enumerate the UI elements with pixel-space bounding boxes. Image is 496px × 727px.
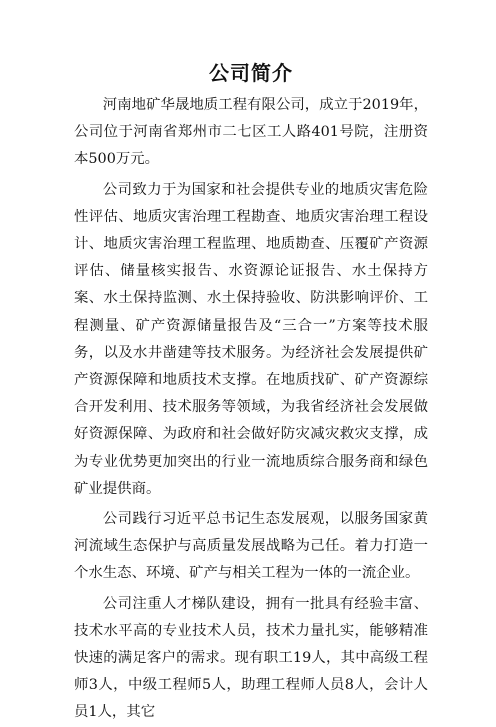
paragraph-personnel: 公司注重人才梯队建设，拥有一批具有经验丰富、技术水平高的专业技术人员，技术力量扎实，能够精准快速的满足客户的需求。现有职工19人，其中高级工程师3人，中级工程师5人，助理工程师人员8人，会计人员1人，其它 bbox=[74, 595, 428, 721]
document-title: 公司简介 bbox=[209, 61, 293, 85]
paragraph-company-basics: 河南地矿华晟地质工程有限公司，成立于2019年，公司位于河南省郑州市二七区工人路401号院，注册资本500万元。 bbox=[74, 97, 428, 168]
paragraph-philosophy: 公司践行习近平总书记生态发展观，以服务国家黄河流域生态保护与高质量发展战略为己任。着力打造一个水生态、环境、矿产与相关工程为一体的一流企业。 bbox=[74, 511, 428, 582]
paragraph-services: 公司致力于为国家和社会提供专业的地质灾害危险性评估、地质灾害治理工程勘查、地质灾害治理工程设计、地质灾害治理工程监理、地质勘查、压覆矿产资源评估、储量核实报告、水资源论证报告、水土保持方案、水土保持监测、水土保持验收、防洪影响评价、工程测量、矿产资源储量报告及“三合一”方案等技术服务，以及水井凿建等技术服务。为经济社会发展提供矿产资源保障和地质技术支撑。在地质找矿、矿产资源综合开发利用、技术服务等领域，为我省经济社会发展做好资源保障、为政府和社会做好防灾减灾救灾支撑，成为专业优势更加突出的行业一流地质综合服务商和绿色矿业提供商。 bbox=[74, 181, 428, 497]
